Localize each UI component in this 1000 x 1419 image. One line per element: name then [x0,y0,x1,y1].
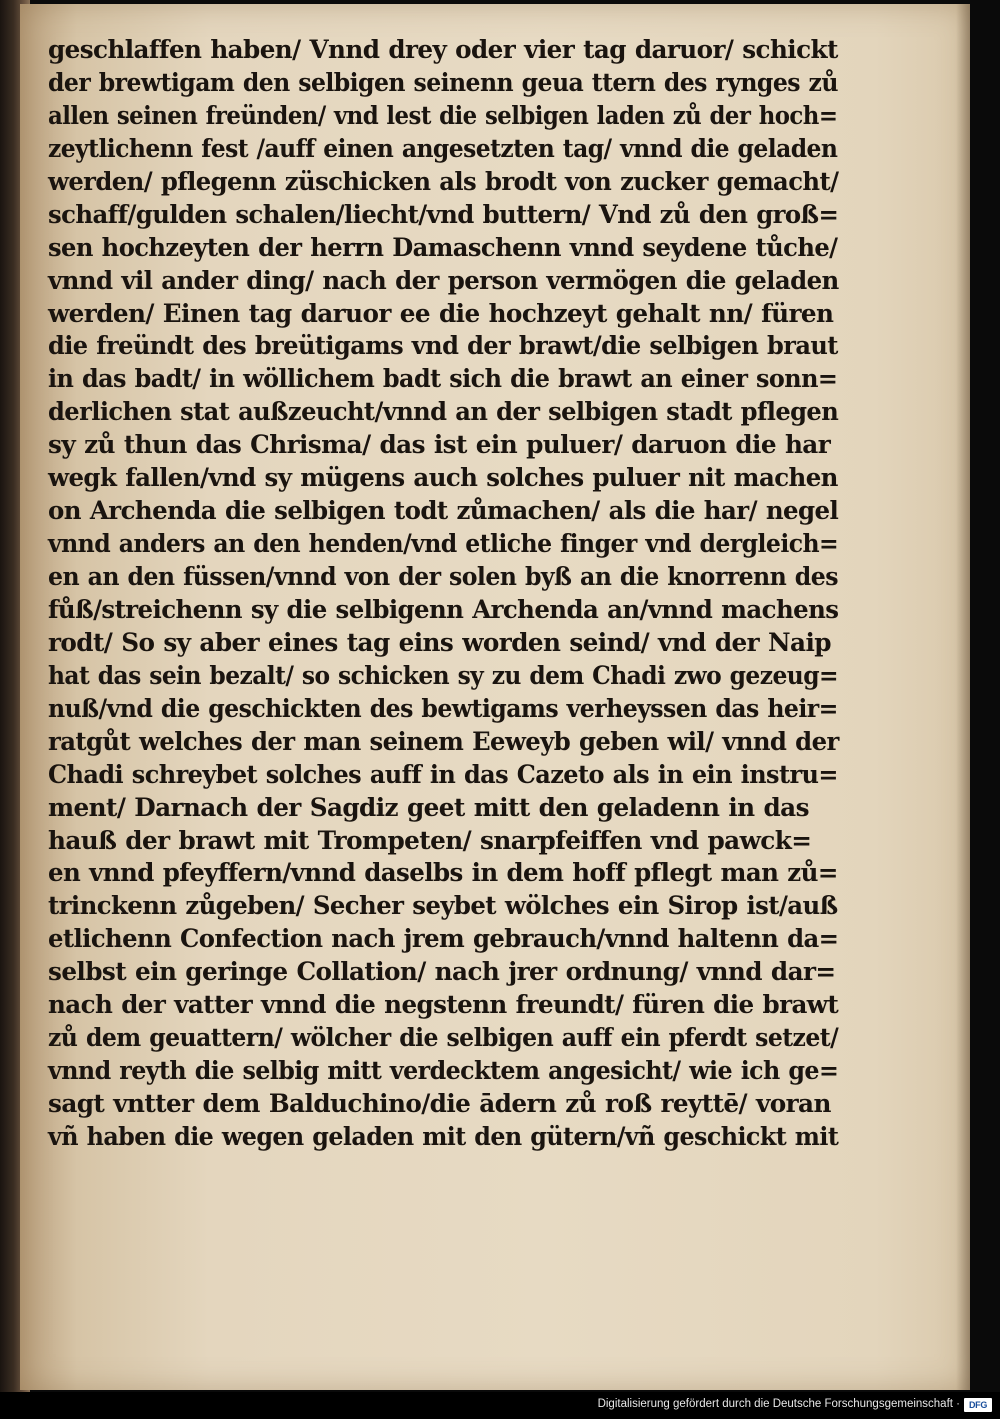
text-line: Chadi schreybet solches auff in das Cazeto als in ein instru= [48,759,838,789]
text-line: hat das sein bezalt/ so schicken sy zu dem Chadi zwo gezeug= [48,660,839,690]
text-line: hauß der brawt mit Trompeten/ snarpfeiffen vnd pawck= [48,825,812,855]
text-line: schaff/gulden schalen/liecht/vnd buttern/ Vnd zů den groß= [48,199,839,229]
text-line: ment/ Darnach der Sagdiz geet mitt den geladenn in das [48,792,809,822]
page-text-block [48,34,848,1154]
text-line: geschlaffen haben/ Vnnd drey oder vier tag daruor/ schickt [48,35,838,64]
digitization-footer [0,1392,1000,1419]
text-line: zeytlichenn fest /auff einen angesetzten tag/ vnnd die geladen [48,133,838,163]
text-line: vnnd vil ander ding/ nach der person vermögen die geladen [48,265,839,295]
text-line: vñ haben die wegen geladen mit den gütern/vñ geschickt mit [48,1121,839,1151]
text-line: nach der vatter vnnd die negstenn freundt/ füren die brawt [48,990,839,1020]
text-line: der brewtigam den selbigen seinenn geua ttern des rynges zů [48,67,838,97]
text-line: ratgůt welches der man seinem Eeweyb geben wil/ vnnd der [48,726,839,756]
text-line: die freündt des breütigams vnd der brawt/die selbigen braut [48,331,838,361]
text-line: in das badt/ in wöllichem badt sich die brawt an einer sonn= [48,364,838,394]
text-line: on Archenda die selbigen todt zůmachen/ als die har/ negel [48,496,839,526]
page-gutter-shadow [956,4,970,1390]
text-line: nuß/vnd die geschickten des bewtigams verheyssen das heir= [48,693,838,723]
text-line: zů dem geuattern/ wölcher die selbigen auff ein pferdt setzet/ [48,1023,839,1053]
text-line: sy zů thun das Chrisma/ das ist ein puluer/ daruon die har [48,430,831,460]
text-line: werden/ Einen tag daruor ee die hochzeyt gehalt nn/ füren [48,298,834,328]
funding-notice: Digitalisierung gefördert durch die Deutsche Forschungsgemeinschaft · [597,1398,960,1410]
text-line: allen seinen freünden/ vnd lest die selbigen laden zů der hoch= [48,100,838,130]
text-line: sagt vntter dem Balduchino/die ādern zů roß reyttē/ voran [48,1089,831,1118]
book-page [20,4,970,1390]
text-line: vnnd reyth die selbig mitt verdecktem angesicht/ wie ich ge= [48,1056,839,1086]
text-line: en an den füssen/vnnd von der solen byß an die knorrenn des [48,562,838,591]
text-line: selbst ein geringe Collation/ nach jrer ordnung/ vnnd dar= [48,957,836,987]
text-line: rodt/ So sy aber eines tag eins worden seind/ vnd der Naip [48,627,831,657]
text-line: trinckenn zůgeben/ Secher seybet wölches ein Sirop ist/auß [48,891,838,921]
text-line: etlichenn Confection nach jrem gebrauch/vnnd haltenn da= [48,924,839,954]
text-line: fůß/streichenn sy die selbigenn Archenda an/vnnd machens [48,594,839,624]
text-line: wegk fallen/vnd sy mügens auch solches puluer nit machen [48,463,838,493]
text-line: werden/ pflegenn züschicken als brodt von zucker gemacht/ [48,166,839,196]
text-line: derlichen stat außzeucht/vnnd an der selbigen stadt pflegen [48,397,839,427]
text-line: sen hochzeyten der herrn Damaschenn vnnd seydene tůche/ [48,232,838,262]
text-line: en vnnd pfeyffern/vnnd daselbs in dem hoff pflegt man zů= [48,858,838,888]
dfg-logo: DFG [964,1398,992,1412]
text-line: vnnd anders an den henden/vnd etliche finger vnd dergleich= [48,529,839,559]
